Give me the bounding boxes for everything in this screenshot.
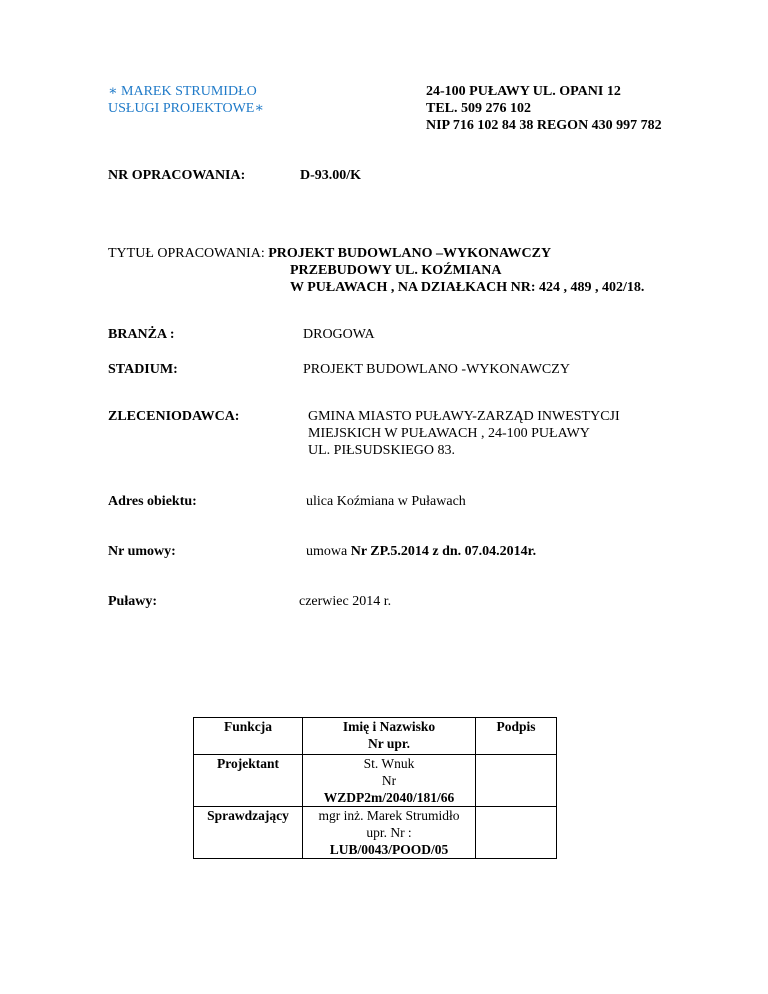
umowa-label: Nr umowy: [108, 544, 176, 559]
stadium-value: PROJEKT BUDOWLANO -WYKONAWCZY [303, 362, 570, 377]
row-projektant-role: Projektant [194, 755, 303, 807]
header-imie-nazwisko: Imię i Nazwisko Nr upr. [303, 718, 476, 755]
umowa-number: Nr ZP.5.2014 z dn. 07.04.2014r. [350, 544, 537, 559]
title-text-2: PRZEBUDOWY UL. KOŹMIANA [290, 263, 502, 278]
zleceniodawca-line-3: UL. PIŁSUDSKIEGO 83. [308, 443, 455, 458]
row-sprawdzajacy-role: Sprawdzający [194, 807, 303, 859]
pulawy-date: czerwiec 2014 r. [299, 594, 392, 609]
title-line-1 [108, 246, 551, 262]
company-services: USŁUGI PROJEKTOWE∗ [108, 101, 264, 116]
header-funkcja: Funkcja [194, 718, 303, 755]
zleceniodawca-line-1: GMINA MIASTO PUŁAWY-ZARZĄD INWESTYCJI [308, 409, 620, 424]
table-row [194, 807, 557, 859]
row-projektant-details: St. Wnuk Nr WZDP2m/2040/181/66 [303, 755, 476, 807]
umowa-value-line [306, 544, 536, 560]
row-projektant-signature [476, 755, 557, 807]
title-text-1: PROJEKT BUDOWLANO –WYKONAWCZY [268, 246, 552, 261]
table-row [194, 755, 557, 807]
pulawy-label: Puławy: [108, 594, 157, 609]
company-address: 24-100 PUŁAWY UL. OPANI 12 [426, 84, 621, 99]
adres-label: Adres obiektu: [108, 494, 197, 509]
header-podpis: Podpis [476, 718, 557, 755]
adres-value: ulica Koźmiana w Puławach [306, 494, 466, 509]
zleceniodawca-line-2: MIEJSKICH W PUŁAWACH , 24-100 PUŁAWY [308, 426, 590, 441]
company-tax-ids: NIP 716 102 84 38 REGON 430 997 782 [426, 118, 662, 133]
company-name: ∗ MAREK STRUMIDŁO [108, 84, 257, 99]
stadium-label: STADIUM: [108, 362, 178, 377]
title-text-3: W PUŁAWACH , NA DZIAŁKACH NR: 424 , 489 , 402/18. [290, 280, 645, 295]
umowa-prefix: umowa [306, 544, 351, 559]
company-phone: TEL. 509 276 102 [426, 101, 532, 116]
row-sprawdzajacy-details: mgr inż. Marek Strumidło upr. Nr : LUB/0043/POOD/05 [303, 807, 476, 859]
doc-number-label: NR OPRACOWANIA: [108, 168, 246, 183]
zleceniodawca-label: ZLECENIODAWCA: [108, 409, 240, 424]
branza-value: DROGOWA [303, 327, 375, 342]
row-sprawdzajacy-signature [476, 807, 557, 859]
table-header-row [194, 718, 557, 755]
title-label: TYTUŁ OPRACOWANIA: [108, 246, 269, 261]
signature-table [193, 717, 557, 859]
branza-label: BRANŻA : [108, 327, 175, 342]
doc-number-value: D-93.00/K [300, 168, 362, 183]
